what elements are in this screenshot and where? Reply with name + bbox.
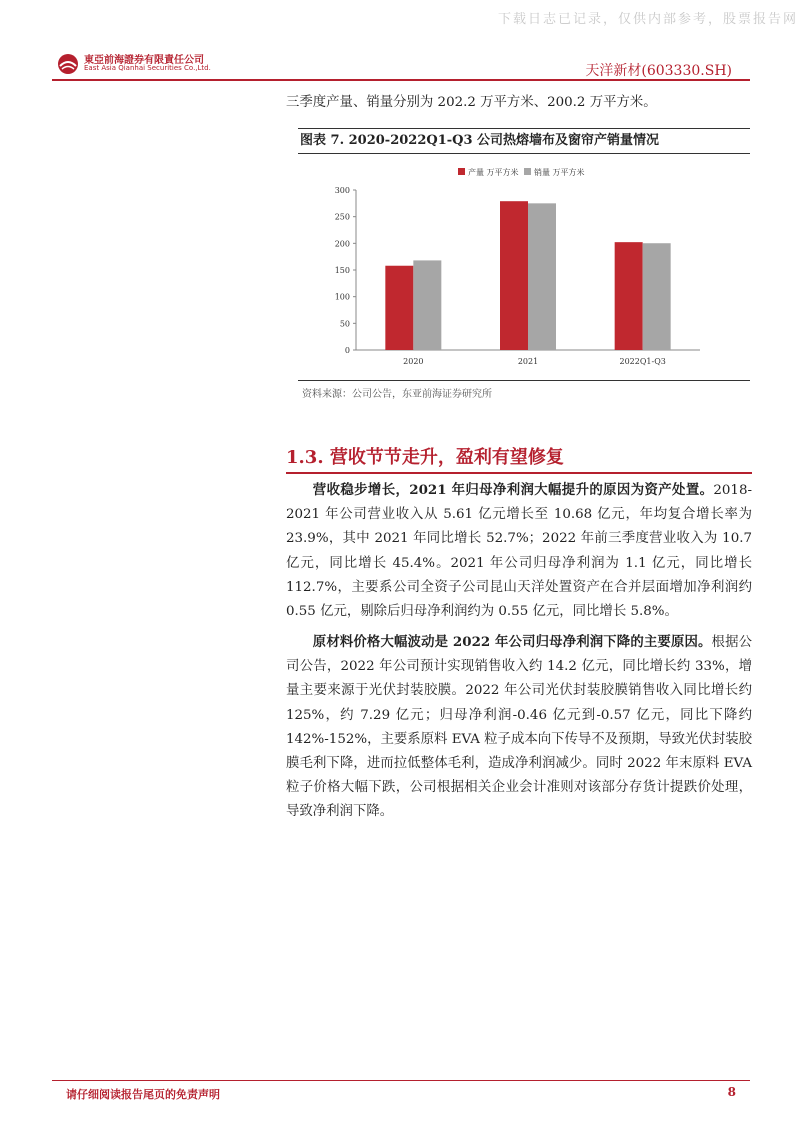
x-category-label: 2021 <box>517 357 539 366</box>
brand-name-en: East Asia Qianhai Securities Co.,Ltd. <box>84 64 211 72</box>
paragraph-profit-lead: 原材料价格大幅波动是 2022 年公司归母净利润下降的主要原因。 <box>312 634 712 650</box>
brand-name-cn: 東亞前海證券有限責任公司 <box>84 55 204 66</box>
legend-swatch-production <box>458 168 465 175</box>
y-tick-label: 200 <box>334 239 350 249</box>
x-category-label: 2020 <box>403 357 424 366</box>
figure-caption-rule <box>298 153 750 154</box>
bar-sales-2 <box>643 243 671 350</box>
legend-label-production: 产量 万平方米 <box>468 168 519 177</box>
bar-sales-1 <box>528 203 556 350</box>
intro-paragraph: 三季度产量、销量分别为 202.2 万平方米、200.2 万平方米。 <box>286 95 657 110</box>
bar-sales-0 <box>413 260 441 350</box>
paragraph-revenue-body: 2018-2021 年公司营业收入从 5.61 亿元增长至 10.68 亿元，年均复合增长率为 23.9%，其中 2021 年同比增长 52.7%；2022 年前三季度营业收入为 10.7 亿元，同比增长 45.4%。2021 年公司归母净利润为 1.1 亿元，同比增长 112.7%，主要系公司全资子公司昆山天洋处置资产在合并层面增加净利润约 0.55 亿元，剔除后归母净利润约为 0.55 亿元，同比增长 5.8%。 <box>286 483 752 620</box>
figure-source: 资料来源：公司公告，东亚前海证券研究所 <box>302 389 492 400</box>
paragraph-revenue-lead: 营收稳步增长，2021 年归母净利润大幅提升的原因为资产处置。 <box>312 482 714 498</box>
y-tick-label: 50 <box>339 319 350 329</box>
figure-top-rule <box>298 128 750 129</box>
figure-bottom-rule <box>298 380 750 381</box>
header-divider <box>52 79 750 81</box>
figure-caption: 图表 7. 2020-2022Q1-Q3 公司热熔墙布及窗帘产销量情况 <box>300 133 660 148</box>
page-number: 8 <box>727 1085 736 1099</box>
company-logo-icon <box>56 52 80 76</box>
paragraph-profit <box>286 630 752 825</box>
section-divider <box>286 472 752 474</box>
paragraph-profit-body: 根据公司公告，2022 年公司预计实现销售收入约 14.2 亿元，同比增长约 33%，增量主要来源于光伏封装胶膜。2022 年公司光伏封装胶膜销售收入同比增长约 125%，约 7.29 亿元；归母净利润-0.46 亿元到-0.57 亿元，同比下降约 142%-152%，主要系原料 EVA 粒子成本向下传导不及预期，导致光伏封装胶膜毛利下降，进而拉低整体毛利，造成净利润减少。同时 2022 年末原料 EVA 粒子价格大幅下跌，公司根据相关企业会计准则对该部分存货计提跌价处理，导致净利润下降。 <box>286 635 753 820</box>
section-heading: 1.3. 营收节节走升，盈利有望修复 <box>286 447 564 468</box>
production-sales-bar-chart <box>298 156 750 378</box>
footer-disclaimer: 请仔细阅读报告尾页的免责声明 <box>66 1088 220 1101</box>
bar-production-0 <box>385 266 413 350</box>
y-tick-label: 0 <box>344 346 350 355</box>
legend-label-sales: 销量 万平方米 <box>534 168 585 177</box>
legend <box>458 167 585 177</box>
x-category-label: 2022Q1-Q3 <box>619 357 666 366</box>
y-tick-label: 100 <box>334 292 350 302</box>
bar-production-2 <box>615 242 643 350</box>
paragraph-revenue <box>286 478 752 624</box>
footer-divider <box>52 1080 750 1081</box>
watermark-text: 下载日志已记录，仅供内部参考，股票报告网 <box>497 12 798 27</box>
legend-swatch-sales <box>524 168 531 175</box>
y-tick-label: 300 <box>334 186 350 195</box>
y-tick-label: 250 <box>334 212 350 222</box>
report-ticker-title: 天洋新材(603330.SH) <box>585 63 732 79</box>
y-tick-label: 150 <box>334 266 350 275</box>
bar-production-1 <box>500 201 528 350</box>
